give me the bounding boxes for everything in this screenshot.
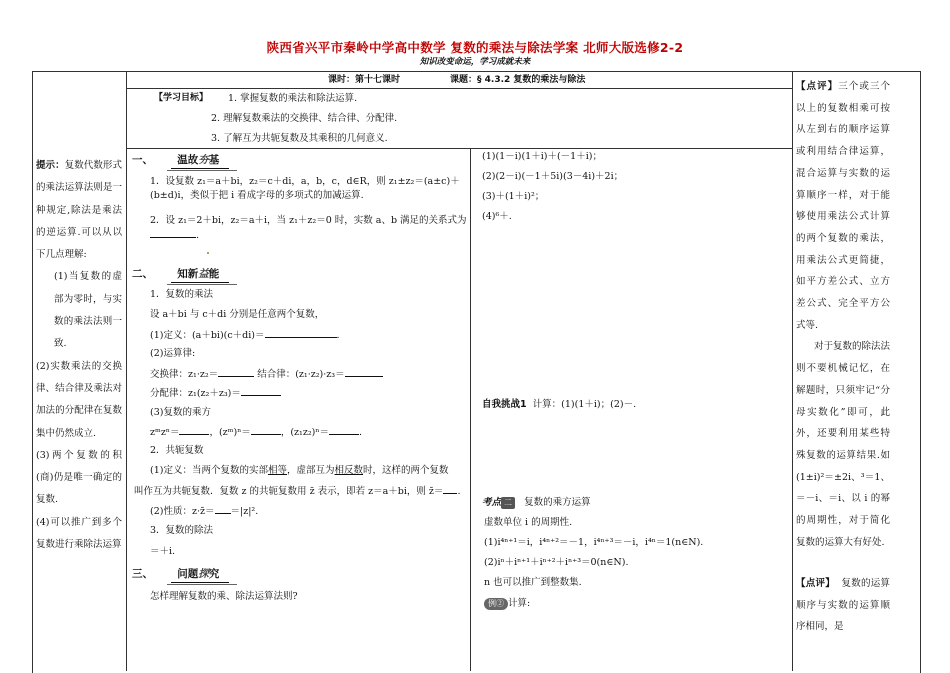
answer-blank[interactable] [265,328,337,338]
power-rules: zᵐzⁿ＝ ，(zᵐ)ⁿ＝ ，(z₁z₂)ⁿ＝ . [150,427,362,438]
multiplication-heading: 1．复数的乘法 [150,289,214,300]
self-challenge: 自我挑战1 计算：(1)(1＋i)；(2)－. [482,399,637,410]
answer-blank[interactable] [345,367,383,377]
goal-item: 2. 理解复数乘法的交换律、结合律、分配律. [211,113,398,124]
commutative-assoc-laws: 交换律：z₁·z₂＝ 结合律：(z₁·z₂)·z₃＝ [150,367,383,382]
lesson-topic: 课题：§ 4.3.2 复数的乘法与除法 [450,75,586,85]
document-title: 陕西省兴平市秦岭中学高中数学 复数的乘法与除法学案 北师大版选修2-2 [266,40,684,55]
section-review-heading: 一、 温故夯基 [132,152,229,169]
conjugate-property: (2)性质：z·z̄＝ ＝|z|². [150,506,259,517]
key-point-heading: 考点 二 复数的乘方运算 [482,497,591,508]
left-note-label: 提示： [36,160,65,171]
division-formula: ＝＋i. [150,546,176,557]
section-new-heading: 二、 知新益能 [132,266,229,283]
example-2: 例② 计算: [484,597,530,611]
division-heading: 3．复数的除法 [150,525,214,536]
section-explore-heading: 三、 问题探究 [132,566,229,583]
key-point-line: n 也可以推广到整数集. [484,577,582,588]
example-badge: 例② [484,598,508,610]
left-note-point: (2)实数乘法的交换律、结合律及乘法对加法的分配律在复数集中仍然成立. [36,360,122,439]
answer-blank[interactable] [443,484,457,494]
right-note-label: 【点评】 [796,81,839,92]
operation-laws-label: (2)运算律: [150,348,196,359]
exercise-item: (2)(2－i)(－1＋5i)(3－4i)＋2i； [482,171,624,182]
row-divider-goals [126,148,792,149]
conjugate-notation: 叫作互为共轭复数．复数 z 的共轭复数用 z̄ 表示，即若 z＝a＋bi，则 z̄＝ . [134,486,461,497]
review-q2: 2．设 z₁＝2＋bi，z₂＝a＋i，当 z₁＋z₂＝0 时，实数 a、b 满足的关系式为 . [150,215,467,241]
left-note-text: 复数代数形式的乘法运算法则是一种规定,除法是乘法的逆运算.可以从以下几点理解: [36,160,122,261]
goal-item: 1. 掌握复数的乘法和除法运算. [228,93,358,104]
column-divider-middle [470,148,471,671]
power-heading: (3)复数的乘方 [150,407,211,418]
multiplication-intro: 设 a＋bi 与 c＋di 分别是任意两个复数， [150,309,325,320]
right-note-second: 【点评】 复数的运算顺序与实数的运算顺序相同，是 [796,578,890,633]
column-divider-left [126,71,127,671]
answer-blank[interactable] [329,425,359,435]
answer-blank[interactable] [150,228,196,238]
distributive-law: 分配律：z₁(z₂＋z₃)＝ [150,386,281,401]
explore-question: 怎样理解复数的乘、除法运算法则? [150,591,298,602]
column-divider-right [792,71,793,671]
document-subtitle: 知识改变命运，学习成就未来 [419,57,531,67]
right-note: 【点评】三个或三个以上的复数相乘可按从左到右的顺序运算或利用结合律运算，混合运算与实数的运算顺序一样，对于能够使用乘法公式计算的两个复数的乘法，用乘法公式更简捷，如平方差公式、立方差公式、完全平方公式等. 对于复数的除法法则不要机械记忆，在解题时，只须牢记“分母实数化”即可，此外，还要利用某些特殊复数的运算结果.如(1±i)²＝±2i、³＝1、＝－i、＝i、以 i 的幂的周期性，对于简化复数的运算大有好处. [796,81,891,548]
exercise-item: (1)(1－i)(1＋i)＋(－1＋i)； [482,151,602,162]
answer-blank[interactable] [179,425,209,435]
left-note-point: (3)两个复数的积(商)仍是唯一确定的复数. [36,449,122,506]
key-point-line: 虚数单位 i 的周期性. [484,517,573,528]
answer-blank[interactable] [251,425,281,435]
conjugate-definition: (1)定义：当两个复数的实部相等，虚部互为相反数时，这样的两个复数 [150,465,449,476]
left-note-point: (1)当复数的虚部为零时，与实数的乘法法则一致. [54,271,122,350]
conjugate-heading: 2．共轭复数 [150,445,204,456]
multiplication-definition: (1)定义：(a＋bi)(c＋di)＝ . [150,330,340,341]
exercise-item: (3)＋(1＋i)²； [482,191,545,202]
goal-item: 3. 了解互为共轭复数及其乘积的几何意义. [211,133,388,144]
answer-blank[interactable] [215,504,231,514]
exercise-item: (4)⁶＋. [482,211,512,222]
stray-mark [207,252,209,254]
review-q1: 1．设复数 z₁＝a＋bi，z₂＝c＋di，a，b，c，d∈R，则 z₁±z₂＝(a±c)＋ (b±d)i，类似于把 i 看成字母的多项式的加减运算. [150,176,460,201]
goals-label: 【学习目标】 [154,93,209,103]
row-divider-info [126,88,792,89]
key-point-line: (1)i⁴ⁿ⁺¹＝i，i⁴ⁿ⁺²＝－1，i⁴ⁿ⁺³＝－i，i⁴ⁿ＝1(n∈N). [484,537,704,548]
key-point-line: (2)iⁿ＋iⁿ⁺¹＋iⁿ⁺²＋iⁿ⁺³＝0(n∈N). [484,557,629,568]
left-note [36,155,122,556]
key-point-number-badge: 二 [501,497,515,509]
left-note-point: (4)可以推广到多个复数进行乘除法运算 [36,516,122,551]
answer-blank[interactable] [241,386,281,396]
answer-blank[interactable] [218,367,254,377]
lesson-number: 课时：第十七课时 [328,75,401,85]
